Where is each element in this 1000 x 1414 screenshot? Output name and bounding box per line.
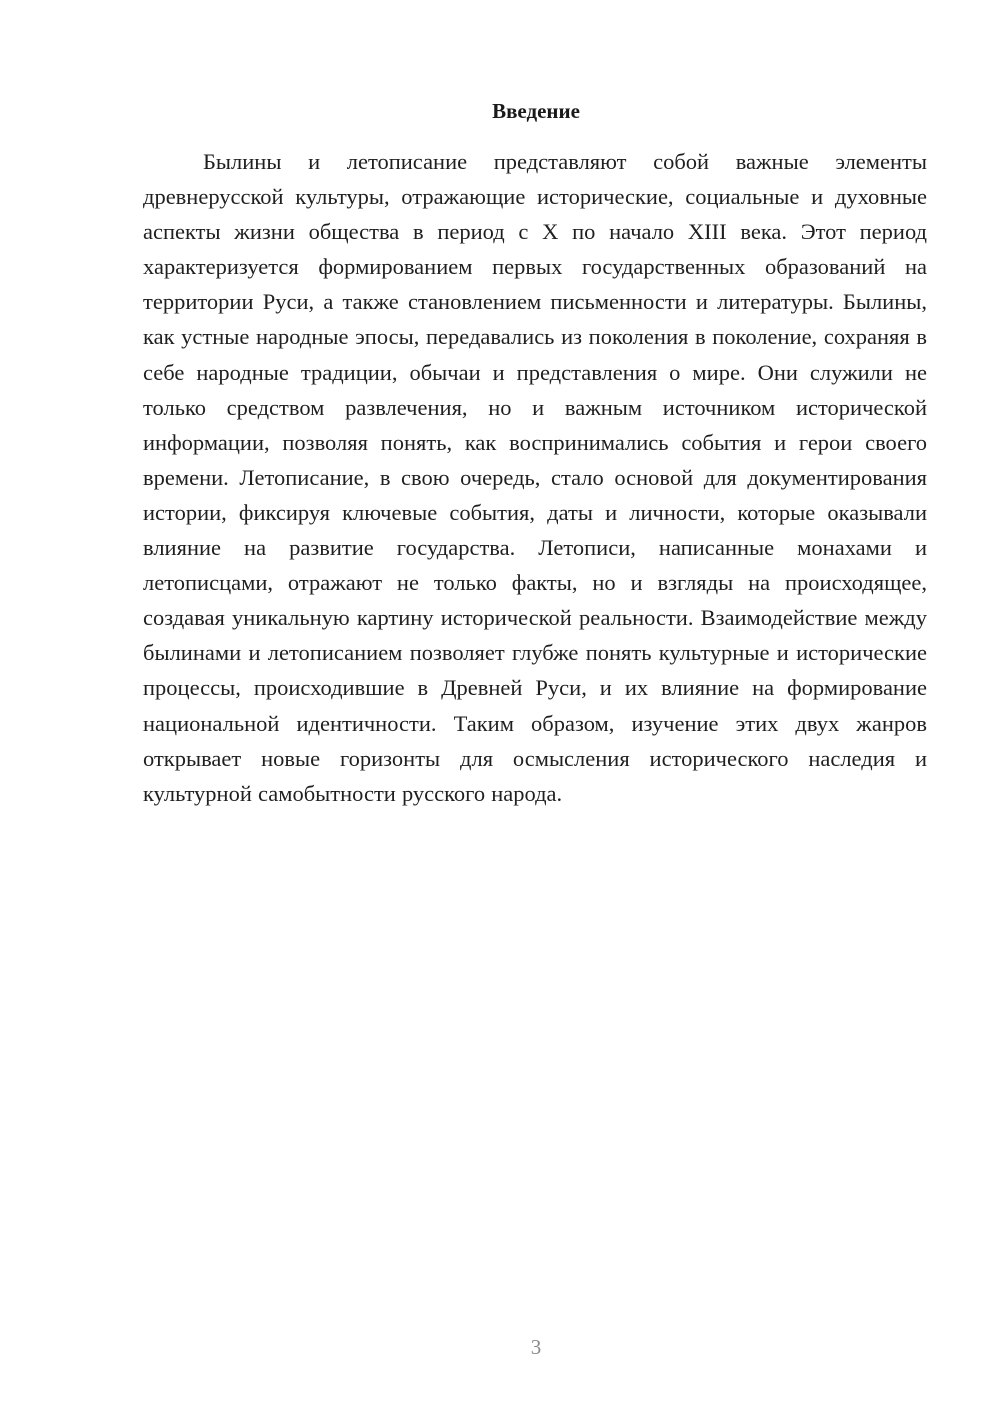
page-number: 3 [530, 1335, 542, 1359]
body-paragraph: Былины и летописание представляют собой важные элементы древнерусской культуры, отражающие исторические, социальные и духовные аспекты жизни общества в период с X по начало XIII века. Этот период характеризуется формированием первых государственных образований на территории Руси, а также становлением письменности и литературы. Былины, как устные народные эпосы, передавались из поколения в поколение, сохраняя в себе народные традиции, обычаи и представления о мире. Они служили не только средством развлечения, но и важным источником исторической информации, позволяя понять, как воспринимались события и герои своего времени. Летописание, в свою очередь, стало основой для документирования истории, фиксируя ключевые события, даты и личности, которые оказывали влияние на развитие государства. Летописи, написанные монахами и летописцами, отражают не только факты, но и взгляды на происходящее, создавая уникальную картину исторической реальности. Взаимодействие между былинами и летописанием позволяет глубже понять культурные и исторические процессы, происходившие в Древней Руси, и их влияние на формирование национальной идентичности. Таким образом, изучение этих двух жанров открывает новые горизонты для осмысления исторического наследия и культурной самобытности русского народа. [143, 149, 927, 806]
section-heading: Введение [492, 99, 580, 123]
